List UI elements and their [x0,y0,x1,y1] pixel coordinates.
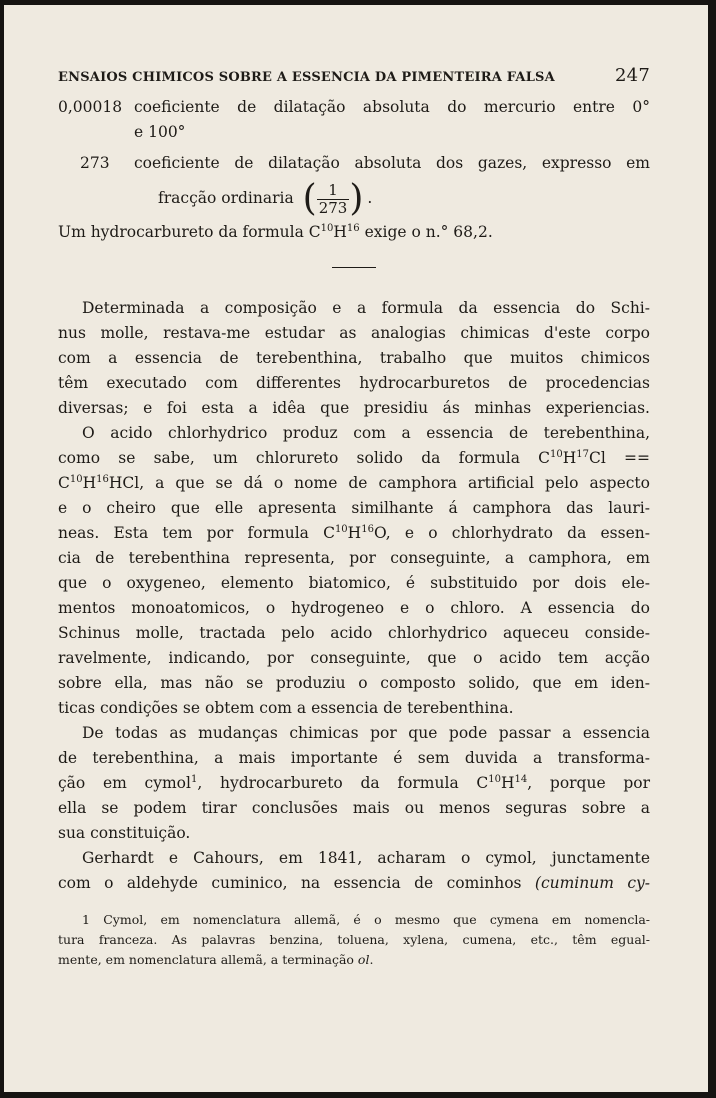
footnote-marker: 1 [82,912,90,927]
footnote: 1 Cymol, em nomenclatura allemã, é o mesmo que cymena em nomencla- tura franceza. As palavras benzina, toluena, xylena, cumena, etc., têm egual- mente, em nomenclatura allemã, a terminação ol. [58,912,650,967]
page-content [58,65,650,970]
formula-line: Um hydrocarbureto da formula $C^{10}H^{16}$ exige o n.° 68,2. [58,222,493,241]
running-header [58,65,650,89]
paragraph: Determinada a composição e a formula da essencia do Schi- nus molle, restava-me estudar as analogias chimicas d'este corpo com a essencia de terebenthina, trabalho que muitos chimicos têm executado com differentes hydrocarburetos de procedencias diversas; e foi esta a idêa que presidiu ás minhas experiencias. [58,299,650,417]
constant-text: coeficiente de dilatação absoluta dos gazes, expresso em [134,154,650,172]
constant-value: 0,00018 [58,98,123,116]
constant-line: fracção ordinaria ( $\frac{1}{273}$ ) . [158,178,373,219]
constant-line [58,120,650,145]
paragraph: Gerhardt e Cahours, em 1841, acharam o cymol, junctamente com o aldehyde cuminico, na essencia de cominhos (cuminum cy- [58,849,650,892]
book-page [4,5,708,1092]
constant-line [58,95,650,120]
fraction: ( $\frac{1}{273}$ ) [302,178,364,219]
paragraph: O acido chlorhydrico produz com a essencia de terebenthina, como se sabe, um chlorureto solido da formula $C^{10}H^{17}Cl$ == $C^{10}H^{16}HCl$, a que se dá o nome de camphora artificial pelo aspecto e o cheiro que elle apresenta similhante á camphora das lauri- neas. Esta tem por formula $C^{10}H^{16}O$, e o chlorhydrato da essen- cia de terebenthina representa, por conseguinte, a camphora, em que o oxygeneo, elemento biatomico, é substituido por dois ele- mentos monoatomicos, o hydrogeneo e o chloro. A essencia do Schinus molle, tractada pelo acido chlorhydrico aqueceu conside- ravelmente, indicando, por conseguinte, que o acido tem acção sobre ella, mas não se produziu o composto solido, que em iden- ticas condições se obtem com a essencia de terebenthina. [58,424,650,717]
constant-text: fracção ordinaria [158,189,294,207]
constant-text: e 100° [134,123,186,141]
constant-line [58,151,650,176]
running-title: ENSAIOS CHIMICOS SOBRE A ESSENCIA DA PIMENTEIRA FALSA [58,70,555,85]
constant-text: coeficiente de dilatação absoluta do mercurio entre 0° [134,98,650,116]
fraction-denominator: 273 [318,198,348,217]
footnote-ref: 1 [190,773,198,785]
page-number: 247 [615,65,650,86]
fraction-numerator: 1 [317,182,350,200]
section-divider [332,267,376,268]
paragraph: De todas as mudanças chimicas por que pode passar a essencia de terebenthina, a mais importante é sem duvida a transforma- ção em cymol$^1$, hydrocarbureto da formula $C^{10}H^{14}$, porque por ella se podem tirar conclusões mais ou menos seguras sobre a sua constituição. [58,724,651,842]
constant-value: 273 [80,154,110,172]
